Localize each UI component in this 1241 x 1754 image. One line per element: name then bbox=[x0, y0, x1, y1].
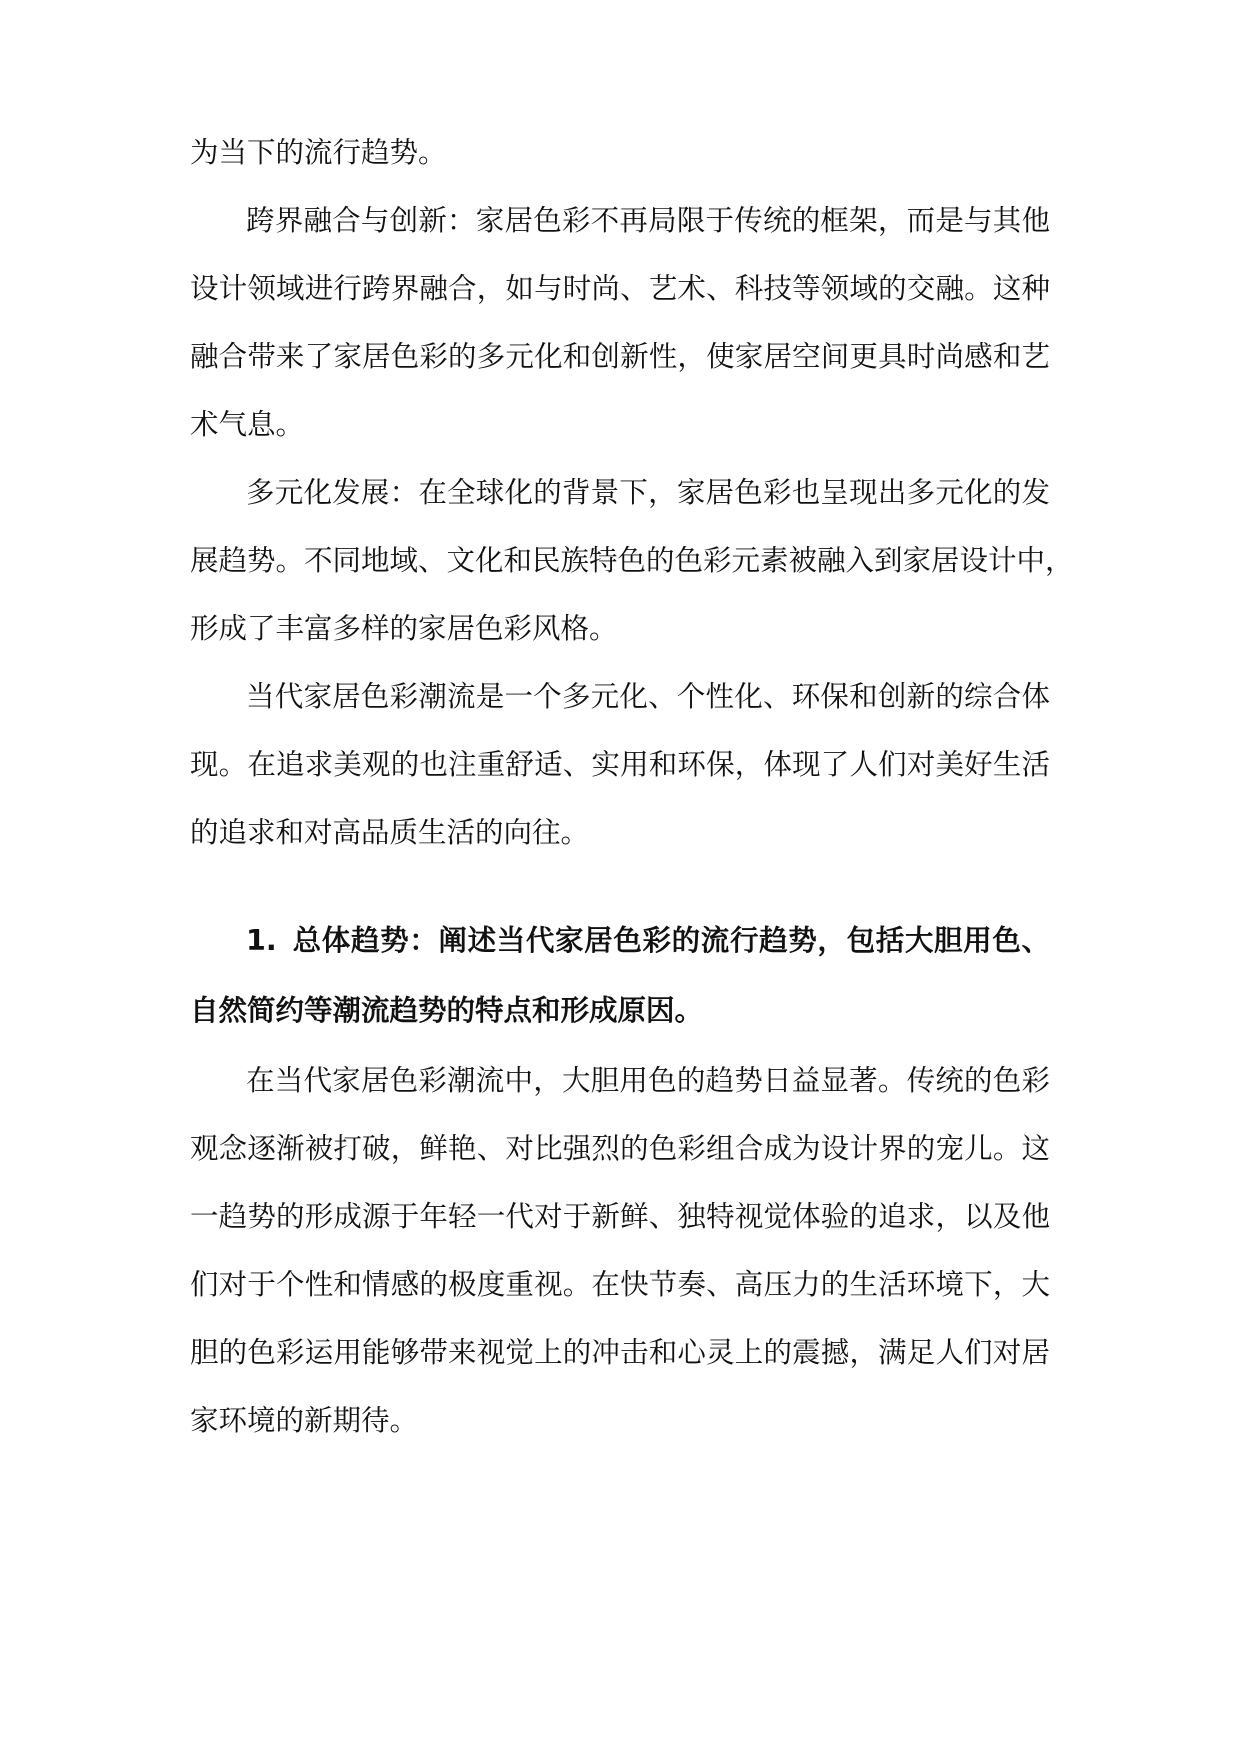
paragraph-line: 家环境的新期待。 bbox=[190, 1404, 419, 1437]
section-heading bbox=[246, 924, 1050, 960]
paragraph-line: 术气息。 bbox=[190, 408, 305, 441]
paragraph-line: 胆的色彩运用能够带来视觉上的冲击和心灵上的震撼，满足人们对居 bbox=[190, 1336, 1050, 1369]
paragraph-line: 观念逐渐被打破，鲜艳、对比强烈的色彩组合成为设计界的宠儿。这 bbox=[190, 1132, 1050, 1165]
paragraph-line: 当代家居色彩潮流是一个多元化、个性化、环保和创新的综合体 bbox=[246, 680, 1050, 713]
heading-line: 总体趋势：阐述当代家居色彩的流行趋势，包括大胆用色、 bbox=[292, 924, 1050, 957]
paragraph-line: 们对于个性和情感的极度重视。在快节奏、高压力的生活环境下，大 bbox=[190, 1268, 1050, 1301]
paragraph-line: 的追求和对高品质生活的向往。 bbox=[190, 816, 590, 849]
paragraph-line: 设计领域进行跨界融合，如与时尚、艺术、科技等领域的交融。这种 bbox=[190, 272, 1050, 305]
heading-number: 1. bbox=[246, 924, 277, 957]
paragraph-line: 跨界融合与创新：家居色彩不再局限于传统的框架，而是与其他 bbox=[246, 204, 1050, 237]
heading-line: 自然简约等潮流趋势的特点和形成原因。 bbox=[190, 994, 704, 1027]
paragraph-line: 融合带来了家居色彩的多元化和创新性，使家居空间更具时尚感和艺 bbox=[190, 340, 1050, 373]
paragraph-line: 现。在追求美观的也注重舒适、实用和环保，体现了人们对美好生活 bbox=[190, 748, 1050, 781]
paragraph-line: 一趋势的形成源于年轻一代对于新鲜、独特视觉体验的追求，以及他 bbox=[190, 1200, 1050, 1233]
paragraph-line: 为当下的流行趋势。 bbox=[190, 136, 447, 169]
paragraph-line: 在当代家居色彩潮流中，大胆用色的趋势日益显著。传统的色彩 bbox=[246, 1064, 1050, 1097]
paragraph-line: 多元化发展：在全球化的背景下，家居色彩也呈现出多元化的发 bbox=[246, 476, 1050, 509]
paragraph-line: 形成了丰富多样的家居色彩风格。 bbox=[190, 612, 618, 645]
paragraph-line: 展趋势。不同地域、文化和民族特色的色彩元素被融入到家居设计中， bbox=[190, 544, 1074, 577]
